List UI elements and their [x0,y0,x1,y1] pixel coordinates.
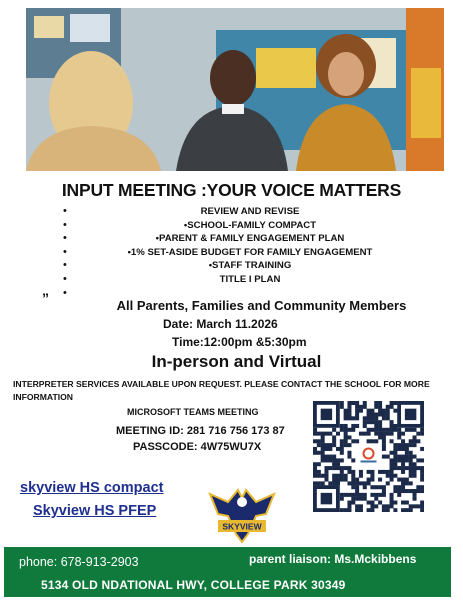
passcode: PASSCODE: 4W75WU7X [133,441,262,453]
pfep-link[interactable]: Skyview HS PFEP [33,503,157,519]
bullet: • [63,259,67,272]
header-photo [26,8,444,171]
qr-code[interactable] [313,401,424,512]
footer-liaison: parent liaison: Ms.Mckibbens [249,552,417,566]
page-title: INPUT MEETING :YOUR VOICE MATTERS [61,180,402,200]
meeting-time: Time:12:00pm &5:30pm [172,335,307,349]
agenda-item: •PARENT & FAMILY ENGAGEMENT PLAN [155,233,345,245]
meeting-id: MEETING ID: 281 716 756 173 87 [116,425,285,437]
agenda-item: TITLE I PLAN [219,273,281,285]
bullet: • [63,272,67,285]
agenda-item: •STAFF TRAINING [208,260,292,272]
agenda-item: •SCHOOL-FAMILY COMPACT [183,219,317,231]
agenda-item: REVIEW AND REVISE [200,206,300,217]
bullet: • [63,218,67,231]
bullet: • [63,286,67,299]
qr-code-image [313,401,424,512]
compact-link[interactable]: skyview HS compact [20,480,164,496]
bullet: • [63,232,67,245]
footer-phone: phone: 678-913-2903 [19,555,139,569]
logo-text: SKYVIEW [222,521,262,532]
agenda-bullets [63,205,73,300]
teams-label: MICROSOFT TEAMS MEETING [127,407,259,417]
meeting-date: Date: March 11.2026 [163,317,278,331]
footer-bar [4,547,451,597]
bullet: • [63,245,67,258]
meeting-mode: In-person and Virtual [151,352,322,371]
quote-mark: ” [42,290,49,306]
eagle-icon [208,484,276,546]
agenda-list [80,205,420,287]
audience-text: All Parents, Families and Community Members [116,298,407,313]
footer-address: 5134 OLD NDATIONAL HWY, COLLEGE PARK 30349 [41,578,346,592]
agenda-item: •1% SET-ASIDE BUDGET FOR FAMILY ENGAGEMENT [127,246,373,258]
bullet: • [63,205,67,217]
interpreter-note: INTERPRETER SERVICES AVAILABLE UPON REQUEST. PLEASE CONTACT THE SCHOOL FOR MORE INFORMATION [13,379,430,402]
school-logo [208,484,276,546]
meeting-photo-illustration [26,8,444,171]
